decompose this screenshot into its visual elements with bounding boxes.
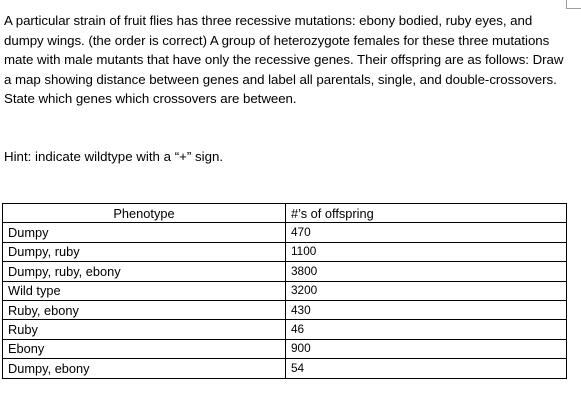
table-header-row (3, 204, 567, 223)
table-row (3, 359, 567, 378)
table-row (3, 320, 567, 339)
table-row (3, 300, 567, 319)
corner-mark (566, 0, 581, 9)
hint-text: Hint: indicate wildtype with a “+” sign. (4, 149, 224, 164)
phenotype-cell: Wild type (3, 281, 286, 300)
phenotype-cell: Dumpy (3, 223, 286, 242)
phenotype-cell: Ruby (3, 320, 286, 339)
offspring-count-header: #’s of offspring (286, 204, 567, 223)
offspring-count-cell: 470 (286, 223, 567, 242)
table-row (3, 242, 567, 261)
offspring-count-cell: 1100 (286, 242, 567, 261)
table-row (3, 281, 567, 300)
table-row (3, 339, 567, 358)
offspring-count-cell: 54 (286, 359, 567, 378)
table-body (3, 223, 567, 378)
offspring-count-cell: 46 (286, 320, 567, 339)
phenotype-cell: Dumpy, ruby, ebony (3, 262, 286, 281)
offspring-table (2, 203, 567, 379)
table-row (3, 223, 567, 242)
phenotype-cell: Dumpy, ruby (3, 242, 286, 261)
offspring-count-cell: 3800 (286, 262, 567, 281)
offspring-count-cell: 3200 (286, 281, 567, 300)
offspring-count-cell: 430 (286, 300, 567, 319)
table-row (3, 262, 567, 281)
phenotype-cell: Dumpy, ebony (3, 359, 286, 378)
phenotype-header: Phenotype (3, 204, 286, 223)
problem-statement: A particular strain of fruit flies has three recessive mutations: ebony bodied, ruby eyes, and dumpy wings. (the order is correct) A group of heterozygote females for these three mutations mate with male mutants that have only the recessive genes. Their offspring are as follows: Draw a map showing distance between genes and label all parentals, single, and double-crossovers. State which genes which crossovers are between. (4, 13, 564, 106)
offspring-count-cell: 900 (286, 339, 567, 358)
phenotype-cell: Ebony (3, 339, 286, 358)
phenotype-cell: Ruby, ebony (3, 300, 286, 319)
